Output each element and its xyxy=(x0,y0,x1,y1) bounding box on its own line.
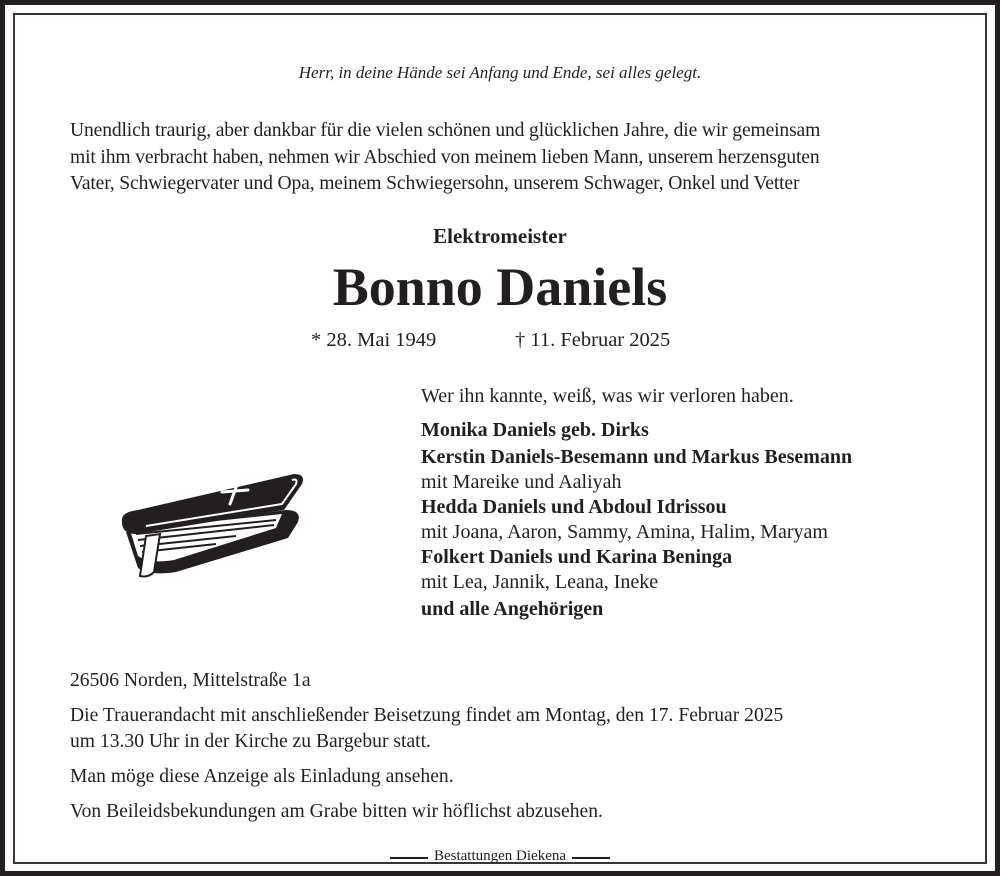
family-children: mit Joana, Aaron, Sammy, Amina, Halim, Maryam xyxy=(421,521,828,543)
death-date: † 11. Februar 2025 xyxy=(515,329,671,351)
motto: Herr, in deine Hände sei Anfang und Ende, sei alles gelegt. xyxy=(298,63,702,82)
service-line: Die Trauerandacht mit anschließender Beisetzung findet am Montag, den 17. Februar 2025 xyxy=(70,705,784,726)
service-line: um 13.30 Uhr in der Kirche zu Bargebur statt. xyxy=(70,731,431,752)
footer-rule-left xyxy=(390,857,428,859)
intro-line: Unendlich traurig, aber dankbar für die vielen schönen und glücklichen Jahre, die wir gemeinsam xyxy=(70,120,821,141)
birth-date: * 28. Mai 1949 xyxy=(311,329,437,351)
family-children: mit Lea, Jannik, Leana, Ineke xyxy=(421,571,659,593)
intro-line: mit ihm verbracht haben, nehmen wir Abschied von meinem lieben Mann, unserem herzensguten xyxy=(70,146,820,168)
address: 26506 Norden, Mittelstraße 1a xyxy=(70,670,311,691)
deceased-name: Bonno Daniels xyxy=(332,257,668,317)
family-member: Monika Daniels geb. Dirks xyxy=(421,419,649,441)
family-children: mit Mareike und Aaliyah xyxy=(421,471,622,493)
family-member: Folkert Daniels und Karina Beninga xyxy=(421,546,733,568)
family-member: Hedda Daniels und Abdoul Idrissou xyxy=(421,496,727,518)
intro-line: Vater, Schwiegervater und Opa, meinem Schwiegersohn, unserem Schwager, Onkel und Vetter xyxy=(70,173,800,194)
family-member: Kerstin Daniels-Besemann und Markus Besemann xyxy=(421,446,853,468)
footer xyxy=(0,848,1000,865)
bible-book-icon xyxy=(116,470,306,580)
family-quote: Wer ihn kannte, weiß, was wir verloren haben. xyxy=(421,385,794,407)
intro-text xyxy=(70,118,940,198)
footer-rule-right xyxy=(572,857,610,859)
condolence-note: Von Beileidsbekundungen am Grabe bitten wir höflichst abzusehen. xyxy=(70,801,603,822)
invitation-note: Man möge diese Anzeige als Einladung ansehen. xyxy=(70,766,454,787)
family-list xyxy=(421,383,951,624)
family-member: und alle Angehörigen xyxy=(421,598,604,620)
service-info xyxy=(70,668,950,825)
funeral-home: Bestattungen Diekena xyxy=(433,848,567,864)
deceased-title: Elektromeister xyxy=(433,224,567,248)
